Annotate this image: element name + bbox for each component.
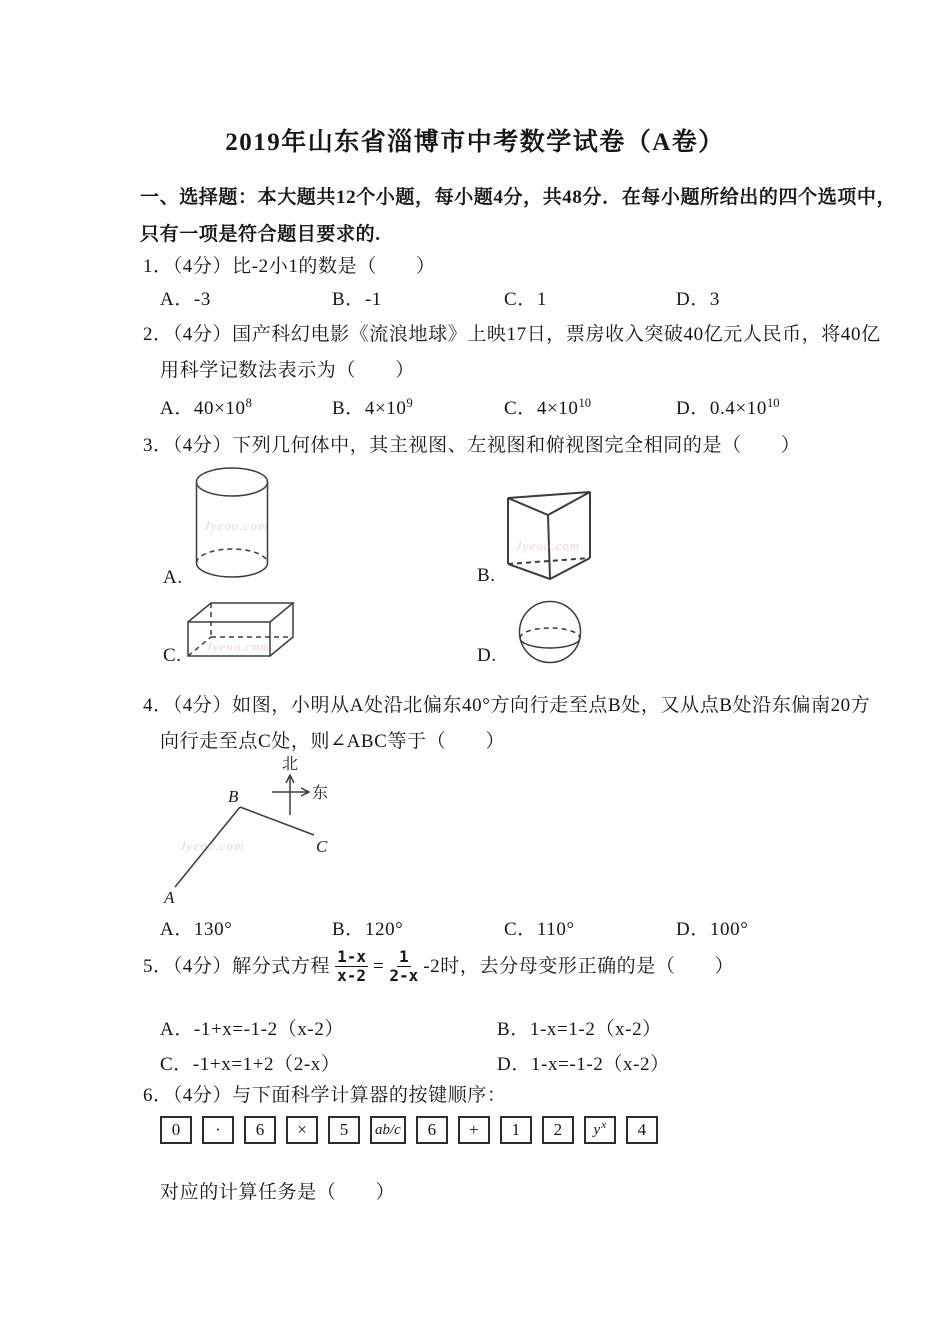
watermark-text: Jyeoo.com: [180, 838, 245, 853]
q5-stem: [143, 948, 734, 985]
q1-stem: 1．（4分）比-2小1的数是（ ）: [143, 256, 436, 277]
q2-option-a: A．$40\times 10^8$: [160, 396, 252, 419]
watermark-text: Jyeoo.com: [204, 518, 269, 533]
q3-label-d: D.: [477, 645, 497, 666]
calc-key-2: 2: [542, 1116, 574, 1144]
page-title: 2019年山东省淄博市中考数学试卷（A卷）: [225, 129, 725, 156]
q5-options-row2: [160, 1053, 834, 1077]
q5-stem-suffix: -2时，去分母变形正确的是（ ）: [423, 955, 735, 977]
watermark-text: Jyeoo.com: [206, 639, 271, 654]
q3-stem: 3．（4分）下列几何体中，其主视图、左视图和俯视图完全相同的是（ ）: [143, 435, 801, 456]
q5-option-c: C．-1+x=1+2（2-x）: [160, 1054, 341, 1075]
point-a-label: A: [164, 888, 175, 907]
q2-stem-line1: 2．（4分）国产科幻电影《流浪地球》上映17日，票房收入突破40亿元人民币，将40亿: [143, 324, 881, 345]
q1-option-c: C．1: [504, 289, 547, 310]
fraction-2: $\frac{1}{2-x}$: [389, 947, 419, 985]
q3-label-a: A.: [163, 567, 183, 588]
north-label: 北: [281, 756, 299, 773]
triangular-prism-figure: [504, 484, 594, 581]
calc-key-4: 4: [626, 1116, 658, 1144]
sphere-figure: [517, 600, 583, 666]
calc-key-0: 0: [160, 1116, 192, 1144]
calc-key-6b: 6: [416, 1116, 448, 1144]
q4-stem-line2: 向行走至点C处，则∠ABC等于（ ）: [160, 731, 506, 752]
q6-stem: 6．（4分）与下面科学计算器的按键顺序：: [143, 1085, 507, 1106]
q2-options: [160, 391, 848, 421]
q2-stem-line2: 用科学记数法表示为（ ）: [160, 360, 415, 381]
q2-option-d: D．$0.4\times 10^{10}$: [676, 396, 780, 419]
fraction-1: $\frac{1-x}{x-2}$: [337, 947, 367, 985]
calc-key-abc-fraction: ab/c: [370, 1116, 406, 1144]
calc-key-dot: ·: [202, 1116, 234, 1144]
point-c-label: C: [316, 837, 328, 856]
calculator-keys: [160, 1116, 658, 1144]
q2-option-c: C．$4\times 10^{10}$: [504, 396, 591, 419]
q1-option-a: A．-3: [160, 289, 211, 310]
calc-key-6a: 6: [244, 1116, 276, 1144]
section-header-line2: 只有一项是符合题目要求的.: [140, 224, 381, 245]
calc-key-5: 5: [328, 1116, 360, 1144]
cylinder-figure: [194, 466, 270, 580]
q5-option-b: B．1-x=1-2（x-2）: [497, 1019, 662, 1040]
calc-key-1: 1: [500, 1116, 532, 1144]
q4-option-b: B．120°: [332, 919, 404, 940]
direction-figure: [160, 752, 380, 912]
q5-option-a: A．-1+x=-1-2（x-2）: [160, 1019, 345, 1040]
q1-options: [160, 288, 848, 312]
section-header-line1: 一、选择题：本大题共12个小题，每小题4分，共48分．在每小题所给出的四个选项中，: [140, 187, 897, 208]
calc-key-plus: +: [458, 1116, 490, 1144]
q5-option-d: D．1-x=-1-2（x-2）: [497, 1054, 670, 1075]
calc-key-multiply: ×: [286, 1116, 318, 1144]
q3-label-c: C.: [163, 645, 182, 666]
east-label: 东: [312, 785, 329, 802]
q5-stem-prefix: 5．（4分）解分式方程: [143, 955, 331, 977]
q4-option-c: C．110°: [504, 919, 575, 940]
q4-stem-line1: 4．（4分）如图，小明从A处沿北偏东40°方向行走至点B处，又从点B处沿东偏南20方: [143, 695, 871, 716]
segment-bc: [240, 807, 314, 835]
q1-option-d: D．3: [676, 289, 721, 310]
q4-option-d: D．100°: [676, 919, 749, 940]
watermark-text: Jyeoo.com: [516, 538, 581, 553]
q3-label-b: B.: [477, 565, 496, 586]
q2-option-b: B．$4\times 10^9$: [332, 396, 413, 419]
equals-sign: =: [373, 955, 385, 977]
calc-key-power: y $^x$: [584, 1116, 616, 1144]
q1-option-b: B．-1: [332, 289, 382, 310]
q4-option-a: A．130°: [160, 919, 233, 940]
q6-tail: 对应的计算任务是（ ）: [160, 1182, 396, 1203]
point-b-label: B: [228, 787, 239, 806]
cuboid-figure: [186, 599, 303, 659]
q5-options-row1: [160, 1018, 834, 1042]
q4-options: [160, 918, 848, 942]
